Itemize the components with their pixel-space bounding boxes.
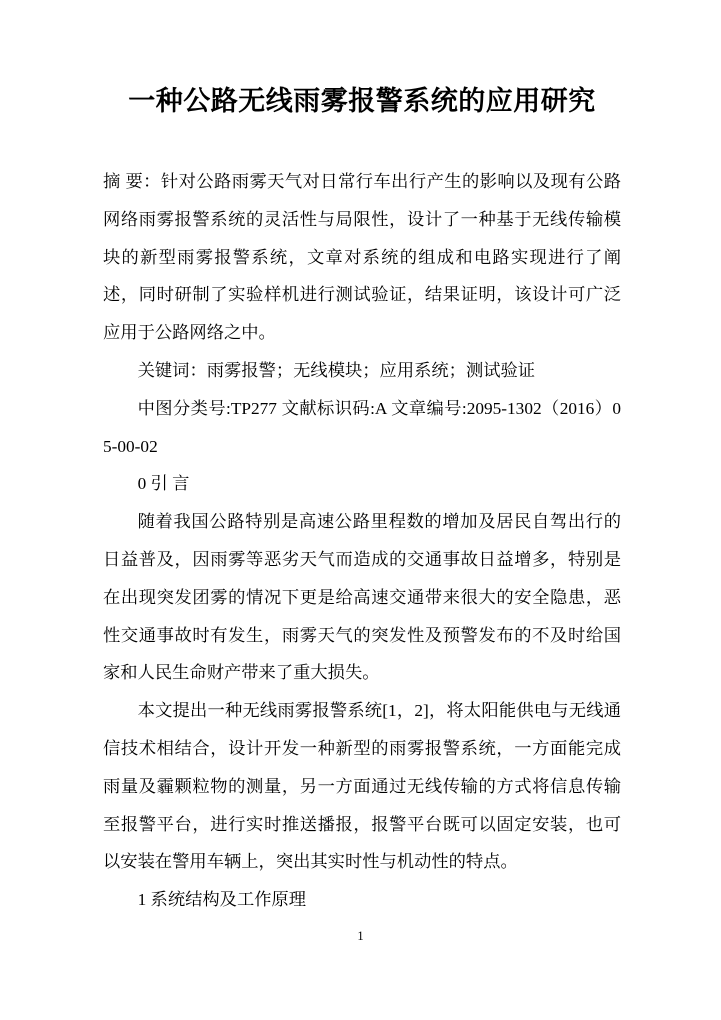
section-1-heading: 1 系统结构及工作原理	[137, 890, 307, 910]
intro-paragraph-1: 随着我国公路特别是高速公路里程数的增加及居民自驾出行的日益普及，因雨雾等恶劣天气而造成的交通事故日益增多，特别是在出现突发团雾的情况下更是给高速交通带来很大的安全隐患，恶性交通事故时有发生，雨雾天气的突发性及预警发布的不及时给国家和人民生命财产带来了重大损失。	[103, 512, 621, 683]
paper-title: 一种公路无线雨雾报警系统的应用研究	[128, 86, 596, 116]
keywords-line: 关键词：雨雾报警；无线模块；应用系统；测试验证	[137, 360, 536, 380]
page-number: 1	[357, 929, 364, 943]
abstract-paragraph: 摘 要：针对公路雨雾天气对日常行车出行产生的影响以及现有公路网络雨雾报警系统的灵活性与局限性，设计了一种基于无线传输模块的新型雨雾报警系统，文章对系统的组成和电路实现进行了阐述，同时研制了实验样机进行测试验证，结果证明，该设计可广泛应用于公路网络之中。	[103, 172, 621, 343]
section-0-heading: 0 引 言	[137, 474, 190, 494]
classification-line: 中图分类号:TP277 文献标识码:A 文章编号:2095-1302（2016）05-00-02	[103, 398, 621, 456]
intro-paragraph-2: 本文提出一种无线雨雾报警系统[1，2]，将太阳能供电与无线通信技术相结合，设计开发一种新型的雨雾报警系统，一方面能完成雨量及霾颗粒物的测量，另一方面通过无线传输的方式将信息传输至报警平台，进行实时推送播报，报警平台既可以固定安装，也可以安装在警用车辆上，突出其实时性与机动性的特点。	[103, 701, 621, 872]
